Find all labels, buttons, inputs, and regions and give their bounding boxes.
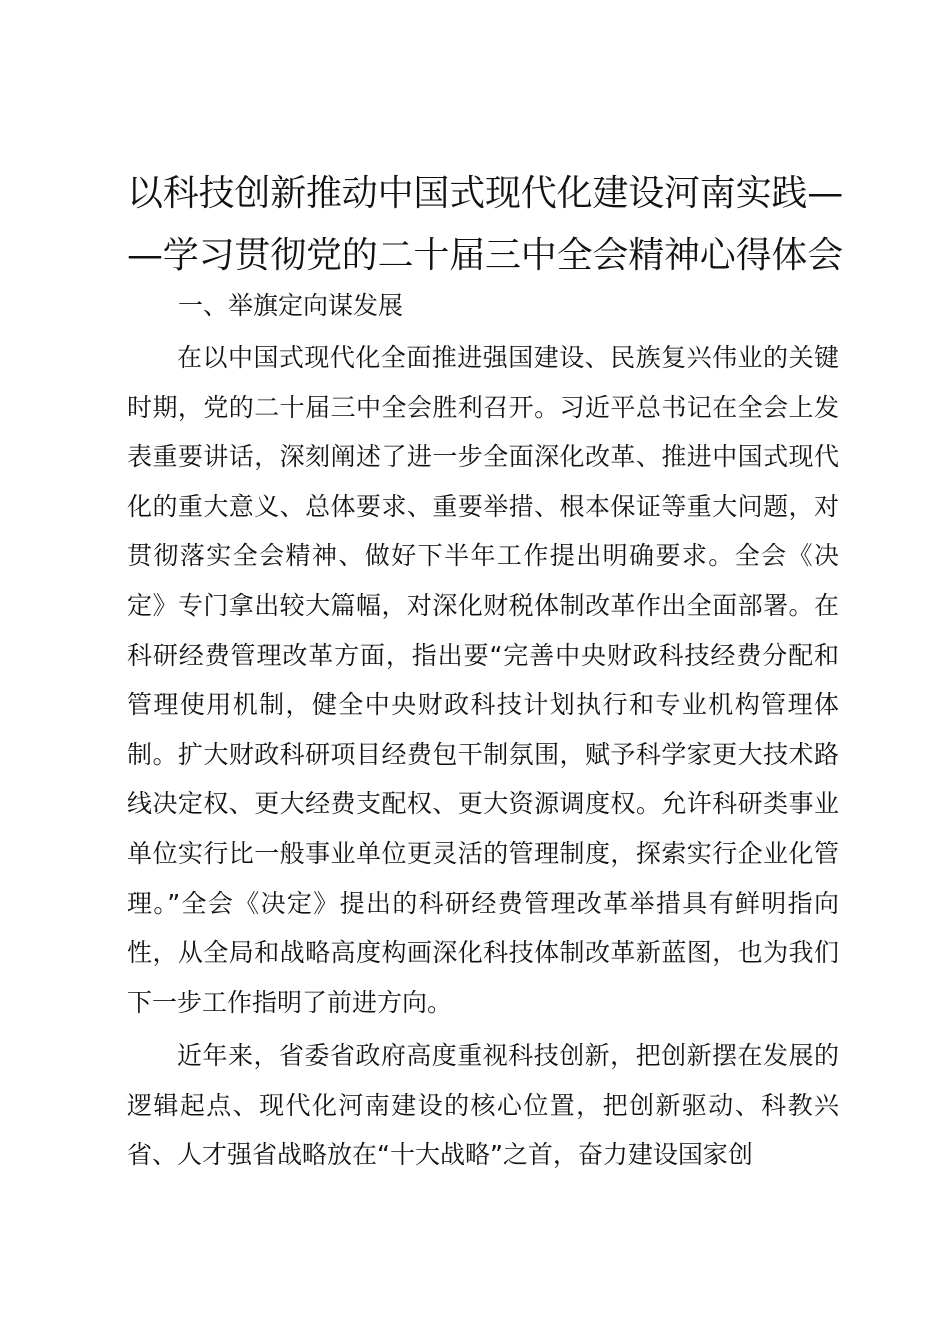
document-title-line-2: —学习贯彻党的二十届三中全会精神心得体会: [127, 235, 844, 276]
section-heading: 一、举旗定向谋发展: [178, 291, 404, 320]
body-paragraph-2: 近年来，省委省政府高度重视科技创新，把创新摆在发展的逻辑起点、现代化河南建设的核心位置，把创新驱动、科教兴省、人才强省战略放在“十大战略”之首，奋力建设国家创: [127, 1041, 839, 1170]
body-paragraph-1: 在以中国式现代化全面推进强国建设、民族复兴伟业的关键时期，党的二十届三中全会胜利召开。习近平总书记在全会上发表重要讲话，深刻阐述了进一步全面深化改革、推进中国式现代化的重大意义、总体要求、重要举措、根本保证等重大问题，对贯彻落实全会精神、做好下半年工作提出明确要求。全会《决定》专门拿出较大篇幅，对深化财税体制改革作出全面部署。在科研经费管理改革方面，指出要“完善中央财政科技经费分配和管理使用机制，健全中央财政科技计划执行和专业机构管理体制。扩大财政科研项目经费包干制氛围，赋予科学家更大技术路线决定权、更大经费支配权、更大资源调度权。允许科研类事业单位实行比一般事业单位更灵活的管理制度，探索实行企业化管理。”全会《决定》提出的科研经费管理改革举措具有鲜明指向性，从全局和战略高度构画深化科技体制改革新蓝图，也为我们下一步工作指明了前进方向。: [127, 343, 839, 1017]
document-title-line-1: 以科技创新推动中国式现代化建设河南实践—: [127, 173, 844, 214]
